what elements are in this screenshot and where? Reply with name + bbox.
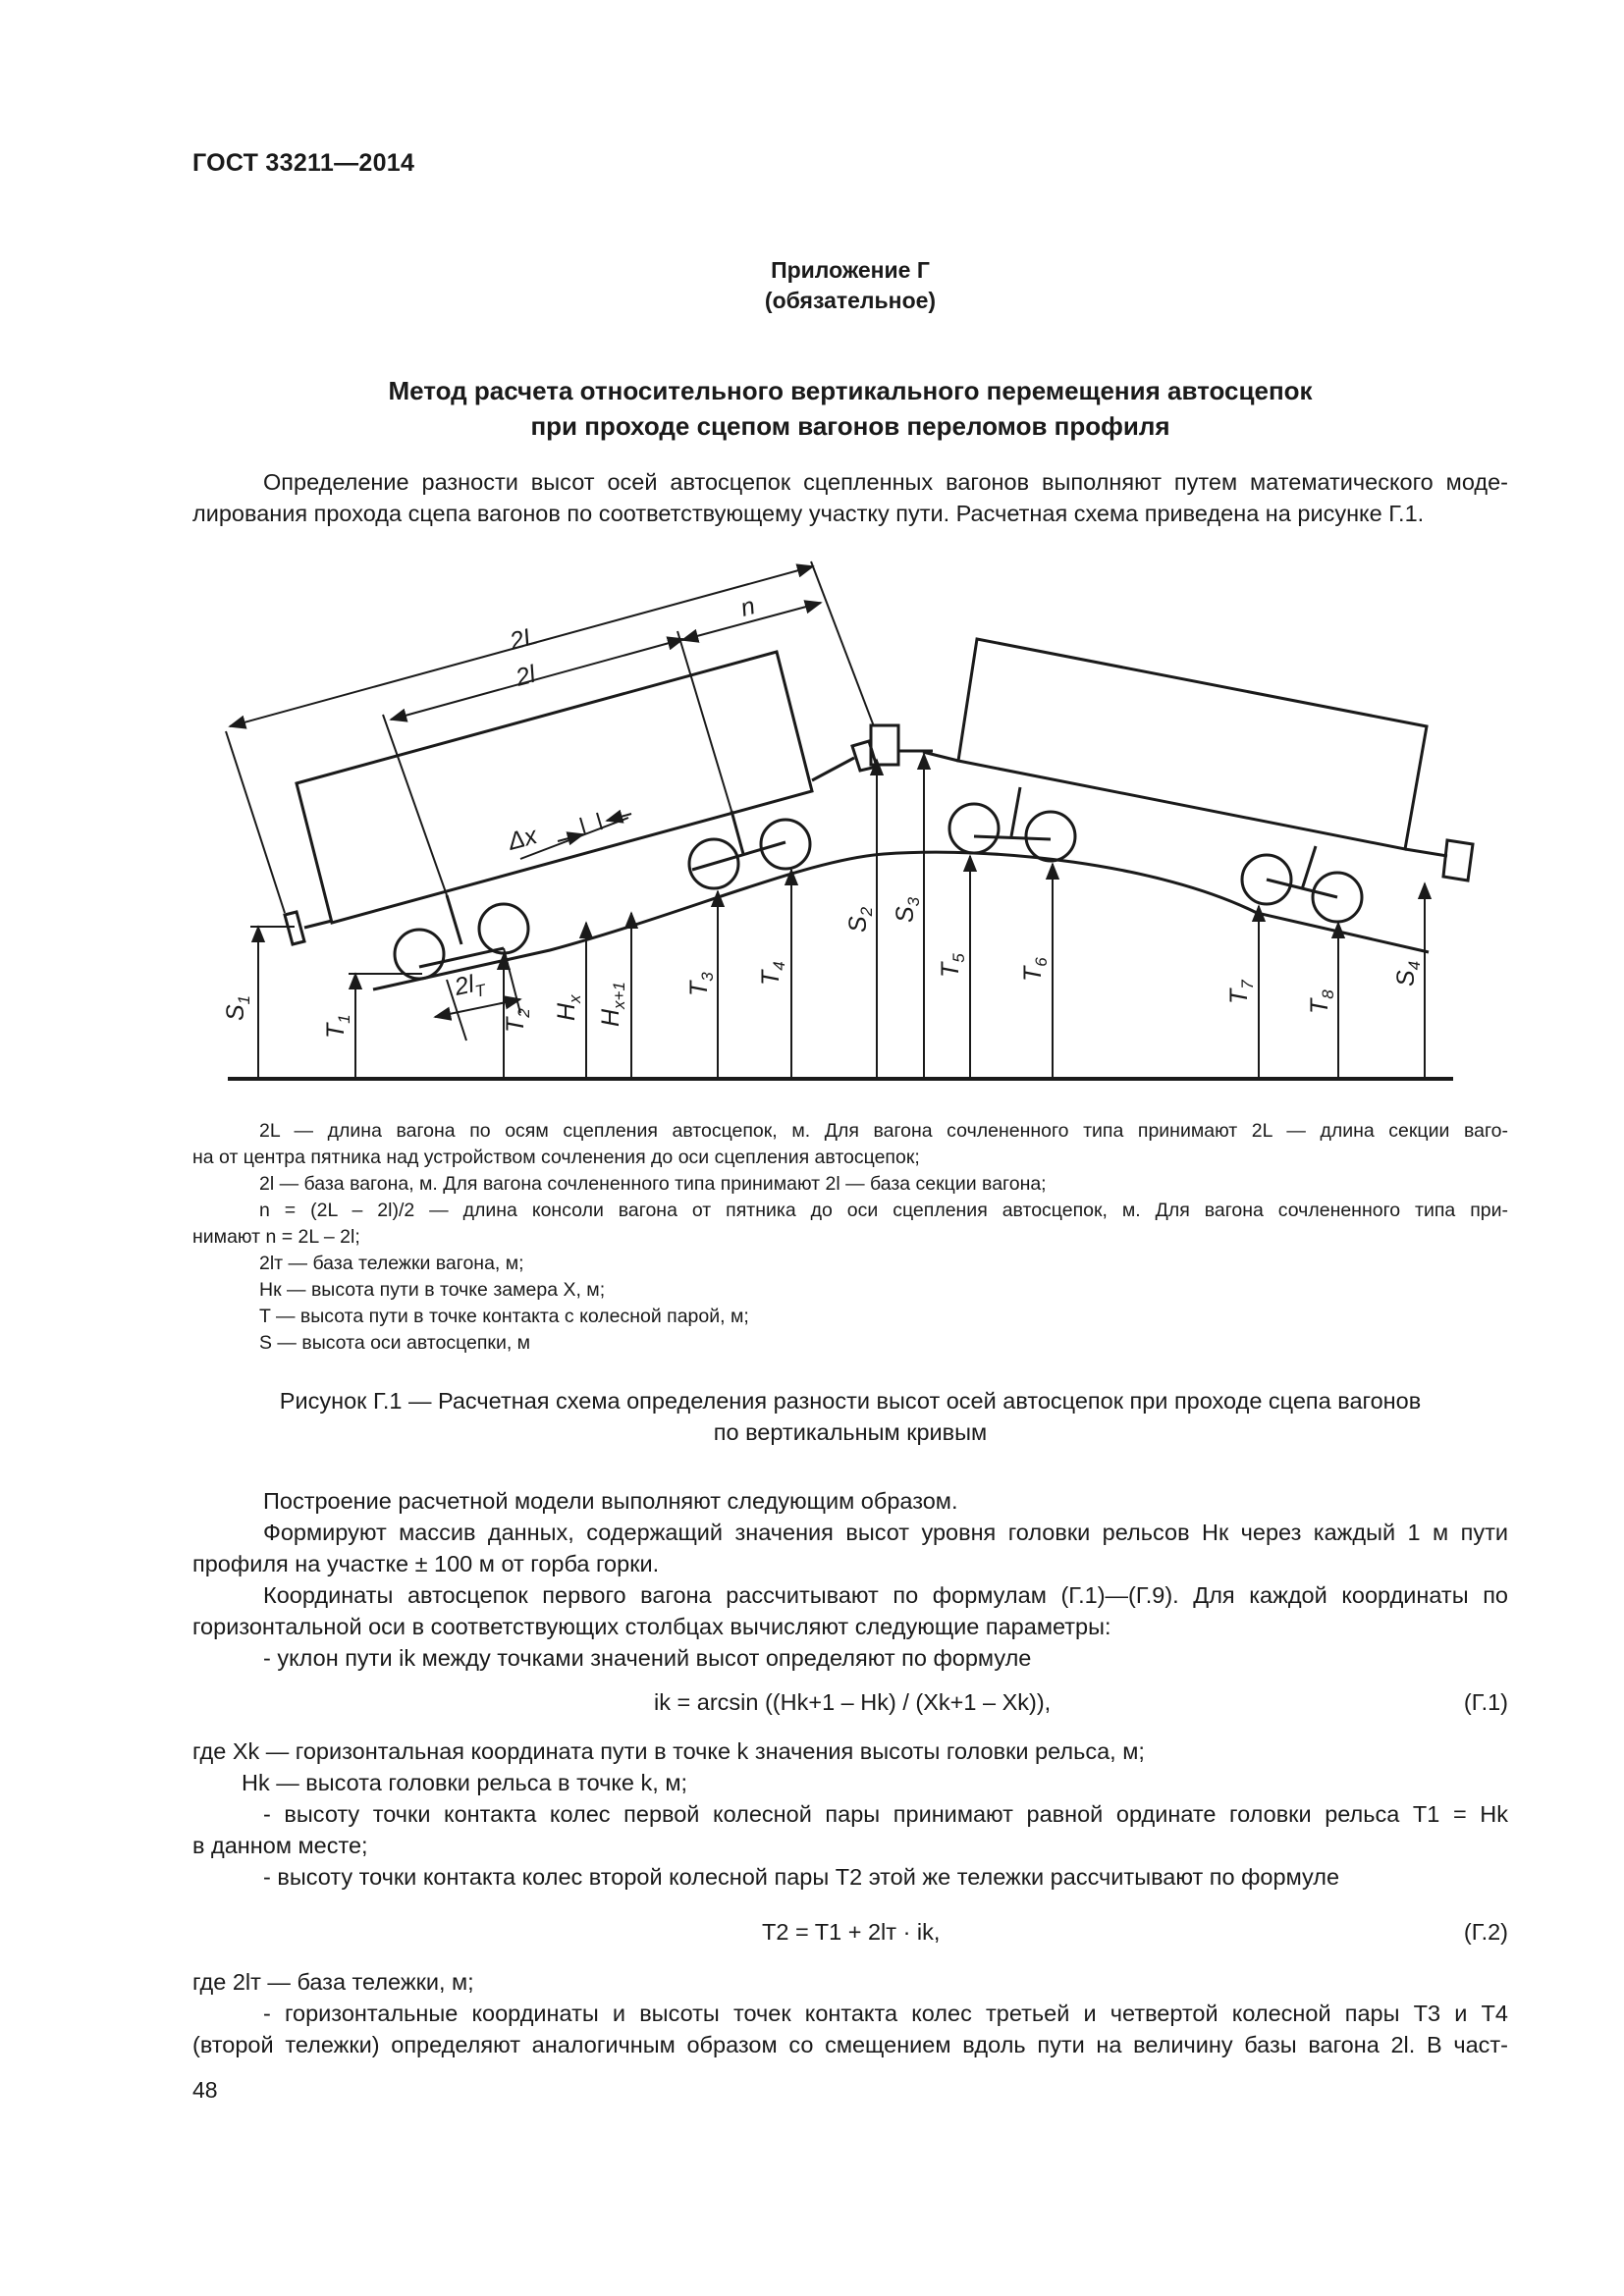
formula-g2: T2 = T1 + 2lт · ik, bbox=[762, 1919, 941, 1945]
page-number: 48 bbox=[192, 2077, 218, 2103]
body-p1: Построение расчетной модели выполняют следующим образом. bbox=[263, 1488, 958, 1514]
body-p6: - высоту точки контакта колес второй колесной пары T2 этой же тележки рассчитывают по формуле bbox=[263, 1864, 1340, 1890]
legend-2L-line-1: 2L — длина вагона по осям сцепления автосцепок, м. Для вагона сочлененного типа принимают 2L — длина секции ваго- bbox=[259, 1120, 1508, 1142]
formula-g1: ik = arcsin ((Hk+1 – Hk) / (Xk+1 – Xk)), bbox=[654, 1689, 1052, 1715]
legend-T: T — высота пути в точке контакта с колесной парой, м; bbox=[259, 1306, 749, 1327]
label-T4: $T_4$ bbox=[757, 961, 788, 986]
section-title-line-1: Метод расчета относительного вертикального перемещения автосцепок bbox=[388, 376, 1313, 405]
appendix-status: (обязательное) bbox=[764, 288, 937, 313]
wheel-4 bbox=[761, 820, 810, 869]
label-2l: 2l bbox=[513, 660, 539, 692]
left-rear-coupler bbox=[285, 912, 304, 944]
body-p7-line-2: (второй тележки) определяют аналогичным образом со смещением вдоль пути на величину базы вагона 2l. В част- bbox=[192, 2032, 1508, 2057]
where-2lt: где 2lт — база тележки, м; bbox=[192, 1969, 474, 1995]
label-2lt: $2l_T$ bbox=[452, 970, 488, 1001]
label-n: n bbox=[737, 592, 758, 622]
label-S2: $S_2$ bbox=[844, 906, 876, 933]
intro-line-1: Определение разности высот осей автосцепок сцепленных вагонов выполняют путем математического моде- bbox=[263, 469, 1508, 495]
intro-line-2: лирования прохода сцепа вагонов по соответствующему участку пути. Расчетная схема приведена на рисунке Г.1. bbox=[192, 501, 1425, 526]
label-T6: $T_6$ bbox=[1019, 957, 1051, 982]
left-car-body bbox=[297, 652, 812, 923]
legend-n-line-2: нимают n = 2L – 2l; bbox=[192, 1226, 360, 1248]
label-T5: $T_5$ bbox=[937, 953, 968, 978]
label-T7: $T_7$ bbox=[1225, 980, 1257, 1004]
wheel-1 bbox=[395, 930, 444, 979]
document-code: ГОСТ 33211—2014 bbox=[192, 149, 415, 177]
figure-caption-line-2: по вертикальным кривым bbox=[713, 1419, 988, 1445]
body-p3-line-2: горизонтальной оси в соответствующих столбцах вычисляют следующие параметры: bbox=[192, 1614, 1111, 1639]
where-xk: где Xk — горизонтальная координата пути в точке k значения высоты головки рельса, м; bbox=[192, 1738, 1145, 1764]
legend-Hk: Hк — высота пути в точке замера X, м; bbox=[259, 1279, 606, 1301]
legend-2L-line-2: на от центра пятника над устройством сочленения до оси сцепления автосцепок; bbox=[192, 1147, 920, 1168]
body-p4: - уклон пути ik между точками значений высот определяют по формуле bbox=[263, 1645, 1032, 1671]
figure-g1-diagram bbox=[0, 0, 1624, 1109]
label-T8: $T_8$ bbox=[1306, 989, 1337, 1014]
wheel-2 bbox=[479, 904, 528, 953]
label-S1: $S_1$ bbox=[222, 994, 253, 1021]
formula-g1-number: (Г.1) bbox=[1463, 1689, 1508, 1715]
body-p5-line-1: - высоту точки контакта колес первой колесной пары принимают равной ординате головки рельса T1 = Hk bbox=[263, 1801, 1508, 1827]
wheel-6 bbox=[1026, 812, 1075, 861]
body-p2-line-2: профиля на участке ± 100 м от горба горки. bbox=[192, 1551, 660, 1576]
body-p5-line-2: в данном месте; bbox=[192, 1833, 368, 1858]
label-2L: 2L bbox=[507, 621, 541, 656]
label-S3: $S_3$ bbox=[892, 896, 923, 923]
right-rear-coupler bbox=[1443, 840, 1473, 881]
label-T2: $T_2$ bbox=[502, 1008, 533, 1033]
label-dx: Δx bbox=[505, 822, 540, 856]
body-p7-line-1: - горизонтальные координаты и высоты точек контакта колес третьей и четвертой колесной пары T3 и T4 bbox=[263, 2001, 1508, 2026]
label-S4: $S_4$ bbox=[1392, 960, 1424, 987]
dim-2l bbox=[391, 639, 683, 720]
label-Hx: $H_x$ bbox=[553, 994, 584, 1021]
legend-n-line-1: n = (2L – 2l)/2 — длина консоли вагона от пятника до оси сцепления автосцепок, м. Для вагона сочлененного типа при- bbox=[259, 1200, 1508, 1221]
body-p2-line-1: Формируют массив данных, содержащий значения высот уровня головки рельсов Hк через каждый 1 м пути bbox=[263, 1520, 1508, 1545]
wheel-5 bbox=[949, 804, 999, 853]
dim-2lt bbox=[435, 999, 520, 1017]
body-p3-line-1: Координаты автосцепок первого вагона рассчитывают по формулам (Г.1)—(Г.9). Для каждой координаты по bbox=[263, 1582, 1508, 1608]
where-hk: Hk — высота головки рельса в точке k, м; bbox=[242, 1770, 688, 1795]
label-T3: $T_3$ bbox=[685, 972, 717, 996]
appendix-title: Приложение Г bbox=[771, 257, 930, 283]
right-car-body bbox=[958, 639, 1427, 849]
figure-caption-line-1: Рисунок Г.1 — Расчетная схема определения разности высот осей автосцепок при проходе сцепа вагонов bbox=[279, 1388, 1422, 1414]
label-Hx1: $H_{x+1}$ bbox=[597, 982, 628, 1027]
legend-2l: 2l — база вагона, м. Для вагона сочлененного типа принимают 2l — база секции вагона; bbox=[259, 1173, 1047, 1195]
formula-g2-number: (Г.2) bbox=[1463, 1919, 1508, 1945]
legend-S: S — высота оси автосцепки, м bbox=[259, 1332, 531, 1354]
label-T1: $T_1$ bbox=[322, 1014, 353, 1039]
legend-2lt: 2lт — база тележки вагона, м; bbox=[259, 1253, 524, 1274]
section-title-line-2: при проходе сцепом вагонов переломов профиля bbox=[530, 411, 1170, 441]
